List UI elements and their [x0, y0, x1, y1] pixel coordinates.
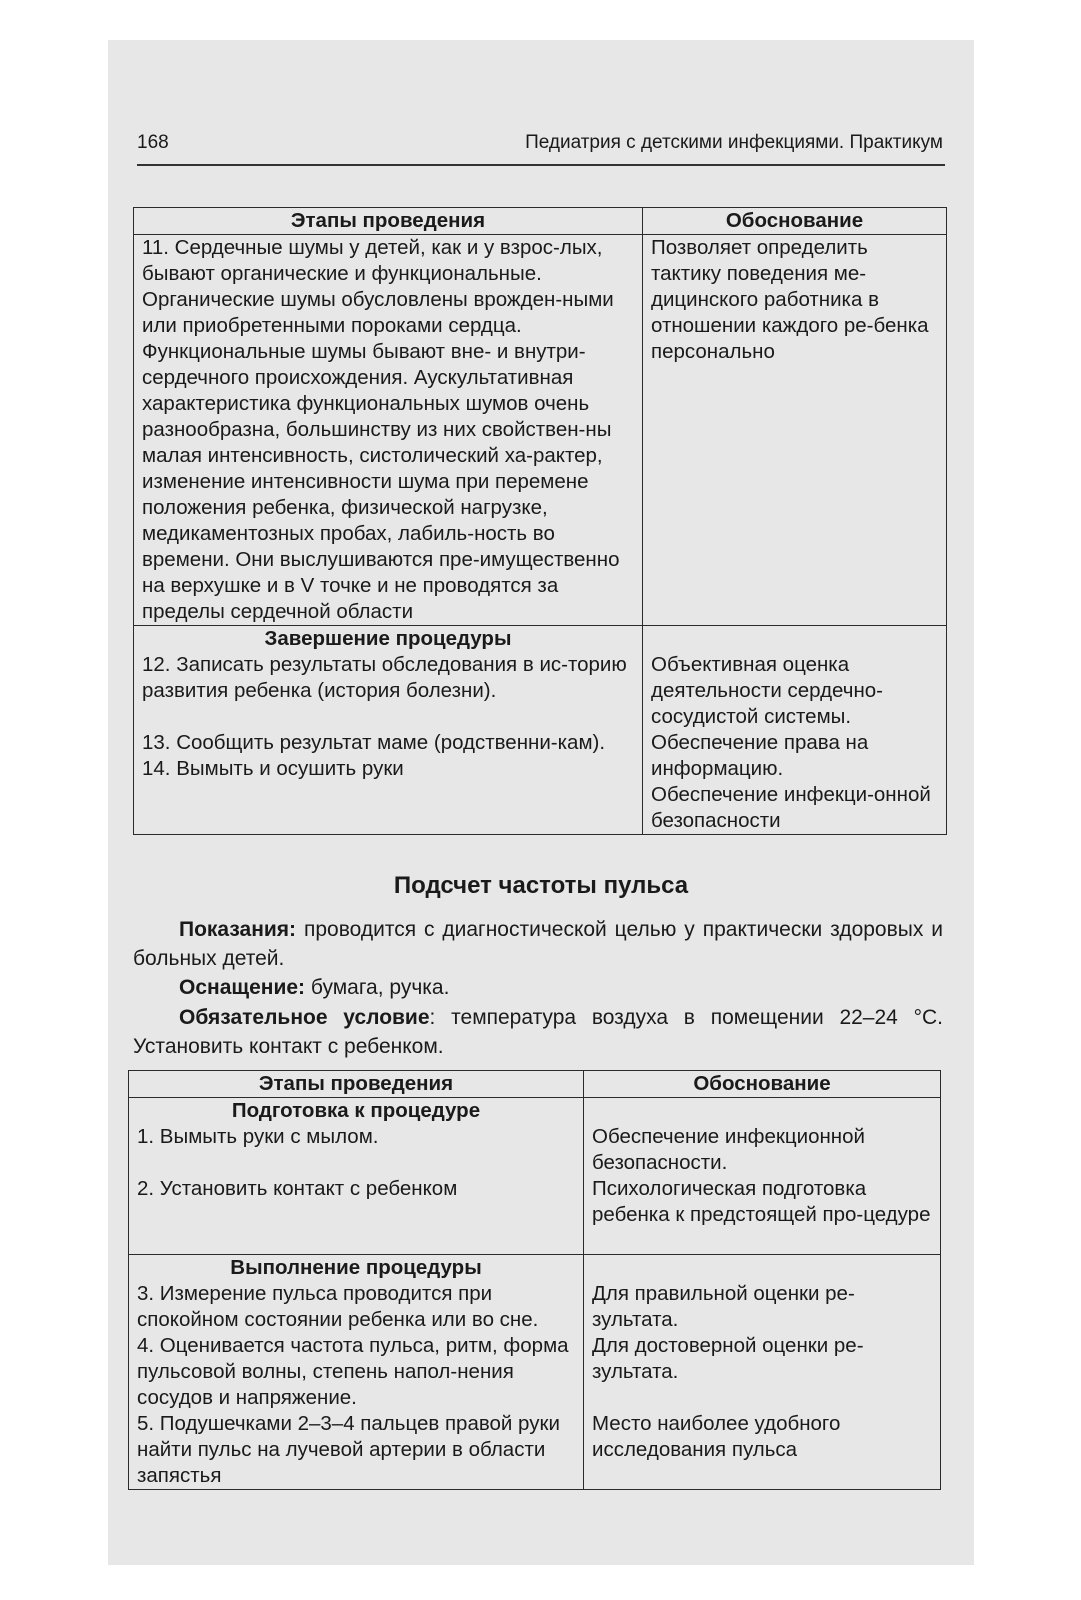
condition-label: Обязательное условие	[179, 1006, 430, 1029]
equipment-paragraph	[133, 973, 943, 1002]
reason-3-text: Для правильной оценки ре-зультата.	[592, 1282, 855, 1331]
reason-14-text: Обеспечение инфекци-онной безопасности	[651, 783, 931, 832]
procedure-table-pulse-rate	[128, 1070, 941, 1490]
section-title: Подсчет частоты пульса	[393, 872, 689, 899]
stage-title-completion: Завершение процедуры	[264, 627, 512, 650]
reason-5-text: Место наиболее удобного исследования пульса	[592, 1412, 841, 1461]
reason-12-text: Объективная оценка деятельности сердечно-сосудистой системы.	[651, 653, 883, 728]
reason-cell	[584, 1098, 941, 1255]
page-header	[137, 128, 945, 166]
column-header-reason: Обоснование	[584, 1071, 941, 1098]
step-4-text: 4. Оценивается частота пульса, ритм, форма пульсовой волны, степень напол-нения сосудов и напряжение.	[137, 1334, 569, 1409]
procedure-table-heart-auscultation	[133, 207, 947, 835]
stage-title-preparation: Подготовка к процедуре	[231, 1099, 481, 1122]
step-13-text: 13. Сообщить результат маме (родственни-кам).	[142, 731, 606, 754]
reason-4-text: Для достоверной оценки ре-зультата.	[592, 1334, 864, 1383]
equipment-label: Оснащение:	[179, 976, 306, 999]
step-1-text: 1. Вымыть руки с мылом.	[137, 1125, 379, 1148]
reason-cell	[643, 235, 947, 626]
table-row	[134, 235, 947, 626]
column-header-stages: Этапы проведения	[134, 208, 643, 235]
reason-13-text: Обеспечение права на информацию.	[651, 731, 869, 780]
reason-2-text: Психологическая подготовка ребенка к предстоящей про-цедуре	[592, 1177, 931, 1226]
table-row	[134, 626, 947, 835]
reason-1-text: Обеспечение инфекционной безопасности.	[592, 1125, 865, 1174]
indications-label: Показания:	[179, 918, 297, 941]
step-11-text: 11. Сердечные шумы у детей, как и у взрос-лых, бывают органические и функциональные. Органические шумы обусловлены врожден-ными или приобретенными пороками сердца. Функциональные шумы бывают вне- и внутри-сердечного происхождения. Аускультативная характеристика функциональных шумов очень разнообразна, большинству из них свойствен-ны малая интенсивность, систолический ха-рактер, изменение интенсивности шума при перемене положения ребенка, физической нагрузке, медикаментозных пробах, лабиль-ность во времени. Они выслушиваются пре-имущественно на верхушке и в V точке и не проводятся за пределы сердечной области	[142, 236, 620, 623]
running-title: Педиатрия с детскими инфекциями. Практикум	[525, 132, 943, 153]
column-header-stages: Этапы проведения	[129, 1071, 584, 1098]
column-header-reason: Обоснование	[643, 208, 947, 235]
page-number: 168	[137, 132, 169, 153]
reason-cell	[584, 1255, 941, 1490]
indications-paragraph	[133, 915, 943, 973]
step-14-text: 14. Вымыть и осушить руки	[142, 757, 404, 780]
condition-paragraph	[133, 1003, 943, 1061]
stage-cell	[134, 626, 643, 835]
step-2-text: 2. Установить контакт с ребенком	[137, 1177, 458, 1200]
stage-cell	[134, 235, 643, 626]
equipment-text: бумага, ручка.	[310, 976, 450, 999]
step-12-text: 12. Записать результаты обследования в ис-торию развития ребенка (история болезни).	[142, 653, 627, 702]
table-row	[129, 1098, 941, 1255]
reason-cell	[643, 626, 947, 835]
stage-cell	[129, 1255, 584, 1490]
step-3-text: 3. Измерение пульса проводится при спокойном состоянии ребенка или во сне.	[137, 1282, 539, 1331]
condition-text: : температура воздуха в помещении 22–24 °С. Установить контакт с ребенком.	[133, 1006, 944, 1058]
reason-11-text: Позволяет определить тактику поведения ме-дицинского работника в отношении каждого ре-бенка персонально	[651, 236, 929, 363]
stage-title-execution: Выполнение процедуры	[230, 1256, 482, 1279]
step-5-text: 5. Подушечками 2–3–4 пальцев правой руки найти пульс на лучевой артерии в области запястья	[137, 1412, 560, 1487]
stage-cell	[129, 1098, 584, 1255]
table-row	[129, 1255, 941, 1490]
indications-text: проводится с диагностической целью у практически здоровых и больных детей.	[133, 918, 943, 970]
